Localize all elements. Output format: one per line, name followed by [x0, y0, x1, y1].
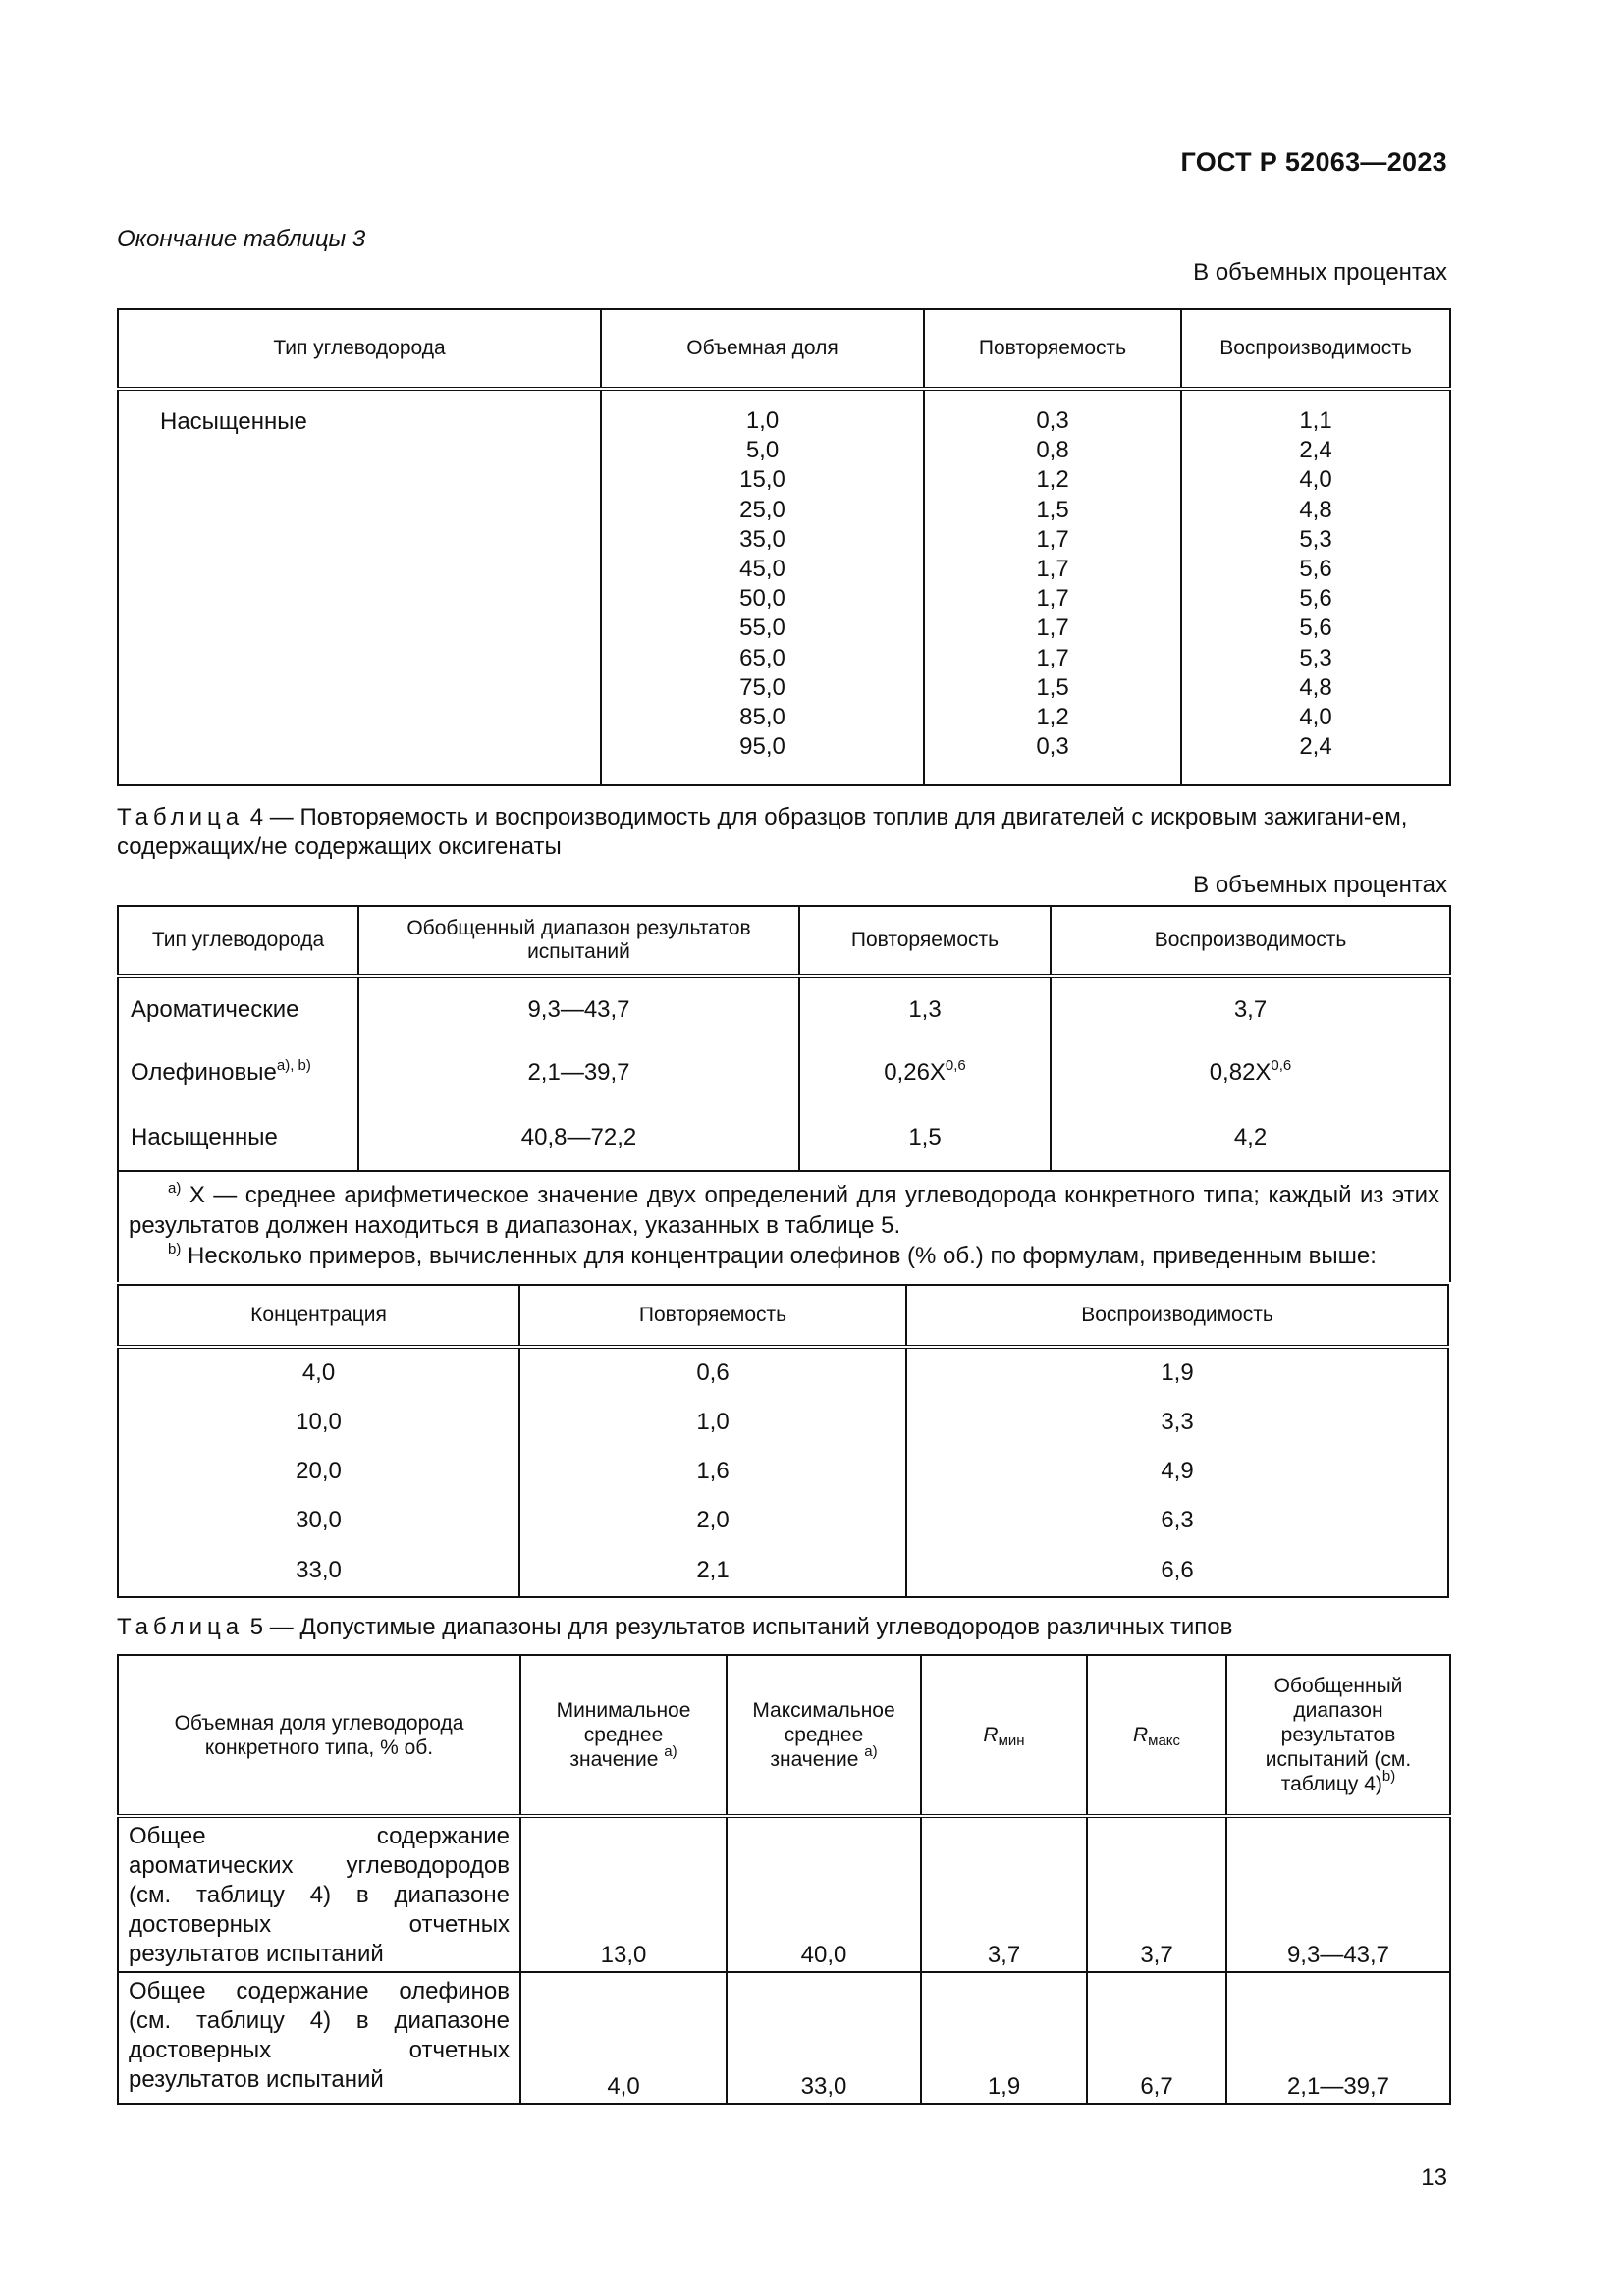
t3-header-repeatability: Повторяемость [924, 309, 1181, 389]
t4-row-repro-formula [1051, 1041, 1450, 1104]
page-number: 13 [1421, 2164, 1447, 2191]
t5-header-max-note: a) [864, 1743, 878, 1760]
document-code: ГОСТ Р 52063—2023 [1180, 147, 1447, 177]
t5-header-max-text: Максимальное среднее значение [752, 1699, 895, 1771]
t4-row-type: Олефиновые [131, 1059, 277, 1086]
t4s-repro: 1,9 [906, 1347, 1448, 1398]
t4-row-range: 2,1—39,7 [358, 1041, 799, 1104]
t5-header-rmin-sub: мин [998, 1732, 1025, 1749]
t5-header-rmax-symbol: R [1132, 1723, 1149, 1746]
t3-volume: 45,0 [739, 556, 785, 583]
t3-header-volume: Объемная доля [601, 309, 924, 389]
t3-rep: 1,2 [1036, 704, 1069, 731]
t4s-repro: 6,6 [906, 1545, 1448, 1597]
t4-note-a-text: X — среднее арифметическое значение двух определений для углеводорода конкретного типа; каждый из этих результатов должен находиться в диапазонах, указанных в таблице 5. [129, 1182, 1439, 1239]
t3-rep: 1,7 [1036, 644, 1069, 671]
t5-header-volume-fraction: Объемная доля углеводорода конкретного типа, % об. [118, 1655, 520, 1816]
t4s-header-repeatability: Повторяемость [519, 1285, 906, 1347]
t3-volume: 1,0 [745, 407, 780, 434]
t3-repro: 5,6 [1299, 614, 1332, 642]
t4s-conc: 33,0 [118, 1545, 519, 1597]
table4 [117, 905, 1451, 1282]
table4-caption [117, 803, 1447, 862]
t4-note-b-text: Несколько примеров, вычисленных для концентрации олефинов (% об.) по формулам, приведенным выше: [188, 1243, 1377, 1269]
t4s-header-concentration: Концентрация [118, 1285, 519, 1347]
t5-row-max: 40,0 [727, 1816, 921, 1972]
t3-volume: 5,0 [745, 437, 780, 464]
t4s-rep: 2,0 [519, 1496, 906, 1545]
table3-continuation-caption: Окончание таблицы 3 [117, 226, 366, 252]
t4-row-rep-formula [799, 1041, 1051, 1104]
t3-rep: 1,7 [1036, 614, 1069, 642]
t3-header-reproducibility: Воспроизводимость [1181, 309, 1450, 389]
t3-repro: 1,1 [1299, 407, 1332, 434]
t3-rep: 0,3 [1036, 733, 1069, 761]
t3-repro: 5,6 [1299, 556, 1332, 583]
t4-row-type: Насыщенные [118, 1104, 358, 1171]
t3-volume: 35,0 [739, 525, 785, 553]
t5-row-rmax: 3,7 [1087, 1816, 1226, 1972]
t4s-rep: 1,6 [519, 1447, 906, 1496]
t5-row-max: 33,0 [727, 1972, 921, 2104]
t5-header-rmin [921, 1655, 1087, 1816]
t3-rep: 1,5 [1036, 673, 1069, 701]
t3-volume: 25,0 [739, 496, 785, 523]
t4-note-b-mark: b) [168, 1241, 182, 1257]
table5 [117, 1654, 1451, 2105]
t5-header-min-note: a) [664, 1743, 677, 1760]
t4-row-repro: 3,7 [1051, 976, 1450, 1041]
t4-note-a-mark: a) [168, 1180, 182, 1197]
t5-header-rmax [1087, 1655, 1226, 1816]
t4-row-type-olefins [118, 1041, 358, 1104]
t3-volume-column [601, 389, 924, 785]
t4-notes [118, 1171, 1450, 1282]
t3-volume: 50,0 [739, 585, 785, 613]
t5-header-min-text: Минимальное среднее значение [556, 1699, 691, 1771]
t4-row-range: 40,8—72,2 [358, 1104, 799, 1171]
t3-volume: 55,0 [739, 614, 785, 642]
t4s-conc: 10,0 [118, 1398, 519, 1447]
t3-rep: 0,3 [1036, 407, 1069, 434]
t3-repro: 2,4 [1299, 437, 1332, 464]
t5-header-range-text: Обобщенный диапазон результатов испытаний (см. таблицу 4) [1265, 1675, 1412, 1795]
t4s-conc: 4,0 [118, 1347, 519, 1398]
t4-row-rep-exponent: 0,6 [945, 1057, 966, 1074]
t5-row-range: 2,1—39,7 [1226, 1972, 1450, 2104]
t4-header-type: Тип углеводорода [118, 906, 358, 976]
t3-rep: 1,2 [1036, 466, 1069, 494]
t4-row-repro: 4,2 [1051, 1104, 1450, 1171]
t3-repro: 2,4 [1299, 733, 1332, 761]
t4s-conc: 20,0 [118, 1447, 519, 1496]
t3-volume: 95,0 [739, 733, 785, 761]
t3-repro: 5,6 [1299, 585, 1332, 613]
t3-header-type: Тип углеводорода [118, 309, 601, 389]
t5-row-rmax: 6,7 [1087, 1972, 1226, 2104]
t4-row-repro-exponent: 0,6 [1271, 1057, 1292, 1074]
t5-header-range [1226, 1655, 1450, 1816]
t5-header-max [727, 1655, 921, 1816]
t4s-rep: 2,1 [519, 1545, 906, 1597]
t3-volume: 85,0 [739, 704, 785, 731]
table3-end [117, 308, 1451, 786]
t5-row-min: 4,0 [520, 1972, 727, 2104]
t3-repro: 4,8 [1299, 673, 1332, 701]
t4s-rep: 0,6 [519, 1347, 906, 1398]
t3-rep: 1,5 [1036, 496, 1069, 523]
t4s-header-reproducibility: Воспроизводимость [906, 1285, 1448, 1347]
t4-row-rep: 1,3 [799, 976, 1051, 1041]
table5-caption-text: 5 — Допустимые диапазоны для результатов испытаний углеводородов различных типов [249, 1614, 1233, 1640]
t3-repro: 4,0 [1299, 704, 1332, 731]
t4-row-repro: 0,82X [1209, 1059, 1272, 1086]
t3-repro: 4,0 [1299, 466, 1332, 494]
t5-row-rmin: 1,9 [921, 1972, 1087, 2104]
t3-reproducibility-column [1181, 389, 1450, 785]
t4-row-range: 9,3—43,7 [358, 976, 799, 1041]
t4s-repro: 6,3 [906, 1496, 1448, 1545]
t4s-rep: 1,0 [519, 1398, 906, 1447]
t5-row-range: 9,3—43,7 [1226, 1816, 1450, 1972]
t4-row-rep: 1,5 [799, 1104, 1051, 1171]
t5-row-desc: Общее содержание олефинов (см. таблицу 4) в диапазоне достоверных отчетных результатов испытаний [118, 1972, 520, 2104]
table5-caption [117, 1613, 1447, 1642]
t5-row-desc: Общее содержание ароматических углеводородов (см. таблицу 4) в диапазоне достоверных отчетных результатов испытаний [118, 1816, 520, 1972]
t4-header-range: Обобщенный диапазон результатов испытаний [358, 906, 799, 976]
t4-row-type-note: a), b) [276, 1057, 311, 1074]
t3-rep: 1,7 [1036, 525, 1069, 553]
t4s-conc: 30,0 [118, 1496, 519, 1545]
table4-examples [117, 1284, 1449, 1598]
t3-rep: 1,7 [1036, 556, 1069, 583]
t3-repro: 5,3 [1299, 644, 1332, 671]
t4-note-a [129, 1180, 1439, 1241]
t3-rep: 1,7 [1036, 585, 1069, 613]
t3-repeatability-column [924, 389, 1181, 785]
t3-repro: 5,3 [1299, 525, 1332, 553]
table4-caption-text: 4 — Повторяемость и воспроизводимость для образцов топлив для двигателей с искровым зажигани-ем, содержащих/не содержащих оксигенаты [117, 804, 1408, 860]
t3-rep: 0,8 [1036, 437, 1069, 464]
t5-row-min: 13,0 [520, 1816, 727, 1972]
t3-volume: 15,0 [739, 466, 785, 494]
t4-header-repeatability: Повторяемость [799, 906, 1051, 976]
t5-row-rmin: 3,7 [921, 1816, 1087, 1972]
t3-volume: 65,0 [739, 644, 785, 671]
t4s-repro: 4,9 [906, 1447, 1448, 1496]
t3-type-saturated: Насыщенные [118, 389, 601, 785]
t4-header-reproducibility: Воспроизводимость [1051, 906, 1450, 976]
table4-units: В объемных процентах [1193, 872, 1447, 898]
t4-note-b [129, 1241, 1439, 1271]
t4-row-type: Ароматические [118, 976, 358, 1041]
table3-units: В объемных процентах [1193, 259, 1447, 286]
t3-volume: 75,0 [739, 673, 785, 701]
t5-header-min [520, 1655, 727, 1816]
t4s-repro: 3,3 [906, 1398, 1448, 1447]
t5-header-rmax-sub: макс [1148, 1732, 1181, 1749]
t4-row-rep: 0,26X [884, 1059, 946, 1086]
t5-header-range-note: b) [1381, 1768, 1396, 1785]
table5-caption-label: Таблица [117, 1614, 244, 1640]
table4-caption-label: Таблица [117, 804, 244, 830]
t3-repro: 4,8 [1299, 496, 1332, 523]
t5-header-rmin-symbol: R [983, 1723, 999, 1746]
